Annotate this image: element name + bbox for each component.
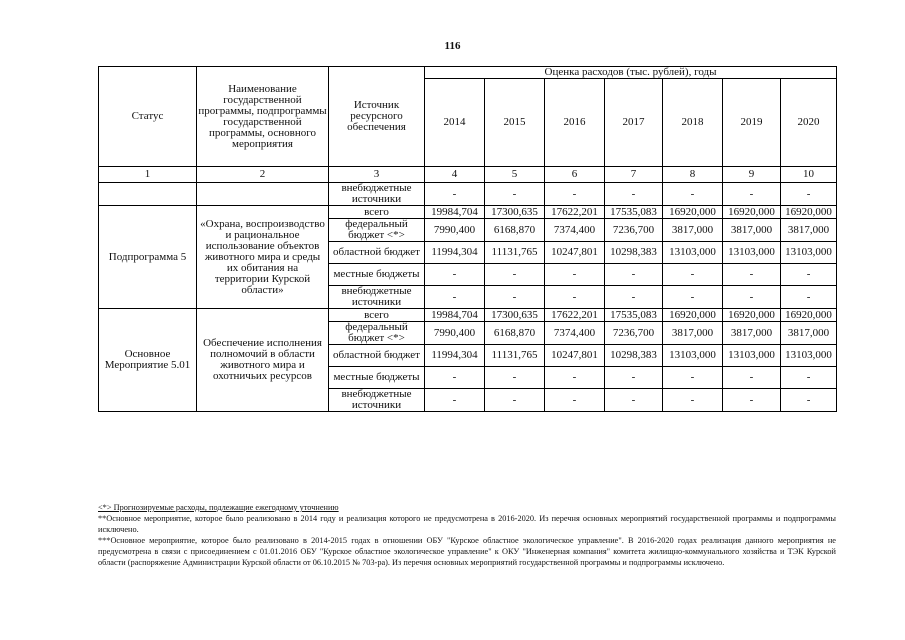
value-cell: 13103,000: [781, 242, 837, 264]
header-status: Статус: [99, 67, 197, 167]
value-cell: -: [663, 183, 723, 206]
header-year-2020: 2020: [781, 79, 837, 167]
value-cell: -: [723, 367, 781, 389]
table-row: [99, 309, 837, 322]
value-cell: 13103,000: [781, 345, 837, 367]
value-cell: 7374,400: [545, 219, 605, 242]
value-cell: -: [545, 286, 605, 309]
source-cell: всего: [329, 309, 425, 322]
value-cell: -: [425, 264, 485, 286]
name-cell: «Охрана, воспроизводство и рациональное использование объектов животного мира и среды их обитания на территории Курской области»: [197, 206, 329, 309]
value-cell: 10298,383: [605, 242, 663, 264]
source-cell: всего: [329, 206, 425, 219]
value-cell: -: [425, 389, 485, 412]
value-cell: 13103,000: [723, 242, 781, 264]
name-cell: [197, 183, 329, 206]
header-estimate: Оценка расходов (тыс. рублей), годы: [425, 67, 837, 79]
page-number: 116: [444, 40, 461, 52]
footnote-3: ***Основное мероприятие, которое было реализовано в 2014-2015 годах в отношении ОБУ "Курское областное экологическое управление". В 2016-2020 годах реализация данного мероприятия не предусмотрена в связи с присоединением с 01.01.2016 ОБУ "Курское областное экологическое управление" к ОКУ "Инженерная компания" комитета жилищно-коммунального хозяйства и ТЭК Курской области (распоряжение Администрации Курской области от 06.10.2015 № 703-ра). Из перечня основных мероприятий государственной программы и подпрограммы исключено.: [98, 536, 836, 567]
table-row: [99, 206, 837, 219]
column-number-6: 6: [545, 167, 605, 183]
value-cell: -: [605, 264, 663, 286]
value-cell: 16920,000: [781, 309, 837, 322]
value-cell: -: [545, 389, 605, 412]
value-cell: 16920,000: [663, 309, 723, 322]
value-cell: 16920,000: [723, 309, 781, 322]
source-cell: федеральный бюджет <*>: [329, 219, 425, 242]
value-cell: 3817,000: [781, 322, 837, 345]
budget-table: [98, 66, 837, 412]
value-cell: -: [723, 389, 781, 412]
column-number-5: 5: [485, 167, 545, 183]
value-cell: 19984,704: [425, 206, 485, 219]
table-row: [99, 183, 837, 206]
value-cell: 7236,700: [605, 322, 663, 345]
footnotes: [98, 502, 836, 568]
value-cell: -: [605, 183, 663, 206]
value-cell: 16920,000: [663, 206, 723, 219]
value-cell: 7374,400: [545, 322, 605, 345]
column-number-9: 9: [723, 167, 781, 183]
value-cell: 17300,635: [485, 206, 545, 219]
value-cell: 3817,000: [781, 219, 837, 242]
value-cell: 16920,000: [723, 206, 781, 219]
header-year-2018: 2018: [663, 79, 723, 167]
source-cell: внебюджетные источники: [329, 389, 425, 412]
value-cell: -: [545, 264, 605, 286]
value-cell: 6168,870: [485, 322, 545, 345]
header-name: Наименование государственной программы, подпрограммы государственной программы, основного мероприятия: [197, 67, 329, 167]
value-cell: 13103,000: [663, 242, 723, 264]
value-cell: 3817,000: [723, 322, 781, 345]
header-year-2015: 2015: [485, 79, 545, 167]
value-cell: -: [485, 389, 545, 412]
value-cell: -: [781, 367, 837, 389]
source-cell: внебюджетные источники: [329, 183, 425, 206]
value-cell: -: [723, 286, 781, 309]
value-cell: -: [663, 367, 723, 389]
value-cell: -: [605, 286, 663, 309]
footnote-2: **Основное мероприятие, которое было реализовано в 2014 году и реализация которого не предусмотрена в 2016-2020. Из перечня основных мероприятий государственной программы и подпрограммы исключено.: [98, 514, 836, 534]
value-cell: -: [605, 389, 663, 412]
value-cell: 13103,000: [663, 345, 723, 367]
value-cell: -: [545, 183, 605, 206]
value-cell: -: [781, 264, 837, 286]
source-cell: областной бюджет: [329, 242, 425, 264]
value-cell: 17300,635: [485, 309, 545, 322]
header-year-2014: 2014: [425, 79, 485, 167]
value-cell: -: [425, 183, 485, 206]
value-cell: 3817,000: [723, 219, 781, 242]
source-cell: местные бюджеты: [329, 264, 425, 286]
value-cell: 17535,083: [605, 206, 663, 219]
source-cell: местные бюджеты: [329, 367, 425, 389]
status-cell: Подпрограмма 5: [99, 206, 197, 309]
value-cell: -: [425, 286, 485, 309]
value-cell: 13103,000: [723, 345, 781, 367]
status-cell: Основное Мероприятие 5.01: [99, 309, 197, 412]
column-number-1: 1: [99, 167, 197, 183]
value-cell: 10247,801: [545, 345, 605, 367]
value-cell: 6168,870: [485, 219, 545, 242]
column-number-7: 7: [605, 167, 663, 183]
header-source: Источник ресурсного обеспечения: [329, 67, 425, 167]
value-cell: 7236,700: [605, 219, 663, 242]
header-year-2016: 2016: [545, 79, 605, 167]
value-cell: -: [485, 367, 545, 389]
footnote-1: [98, 502, 836, 513]
value-cell: -: [605, 367, 663, 389]
value-cell: 10247,801: [545, 242, 605, 264]
value-cell: -: [723, 264, 781, 286]
value-cell: -: [723, 183, 781, 206]
value-cell: -: [425, 367, 485, 389]
value-cell: 3817,000: [663, 322, 723, 345]
name-cell: Обеспечение исполнения полномочий в области животного мира и охотничьих ресурсов: [197, 309, 329, 412]
value-cell: 16920,000: [781, 206, 837, 219]
value-cell: 7990,400: [425, 322, 485, 345]
value-cell: 7990,400: [425, 219, 485, 242]
value-cell: -: [485, 183, 545, 206]
header-year-2017: 2017: [605, 79, 663, 167]
value-cell: -: [781, 286, 837, 309]
value-cell: -: [663, 264, 723, 286]
column-number-3: 3: [329, 167, 425, 183]
column-number-4: 4: [425, 167, 485, 183]
source-cell: областной бюджет: [329, 345, 425, 367]
value-cell: -: [485, 286, 545, 309]
value-cell: 11131,765: [485, 345, 545, 367]
value-cell: -: [545, 367, 605, 389]
value-cell: 17535,083: [605, 309, 663, 322]
value-cell: 19984,704: [425, 309, 485, 322]
footnote-1-text: <*> Прогнозируемые расходы, подлежащие ежегодному уточнению: [98, 503, 339, 512]
source-cell: федеральный бюджет <*>: [329, 322, 425, 345]
value-cell: 11994,304: [425, 345, 485, 367]
column-number-8: 8: [663, 167, 723, 183]
value-cell: -: [781, 183, 837, 206]
value-cell: 11131,765: [485, 242, 545, 264]
value-cell: -: [781, 389, 837, 412]
value-cell: -: [663, 286, 723, 309]
column-number-2: 2: [197, 167, 329, 183]
column-number-10: 10: [781, 167, 837, 183]
value-cell: -: [485, 264, 545, 286]
value-cell: 11994,304: [425, 242, 485, 264]
status-cell: [99, 183, 197, 206]
source-cell: внебюджетные источники: [329, 286, 425, 309]
value-cell: -: [663, 389, 723, 412]
value-cell: 10298,383: [605, 345, 663, 367]
value-cell: 17622,201: [545, 206, 605, 219]
value-cell: 3817,000: [663, 219, 723, 242]
header-year-2019: 2019: [723, 79, 781, 167]
value-cell: 17622,201: [545, 309, 605, 322]
